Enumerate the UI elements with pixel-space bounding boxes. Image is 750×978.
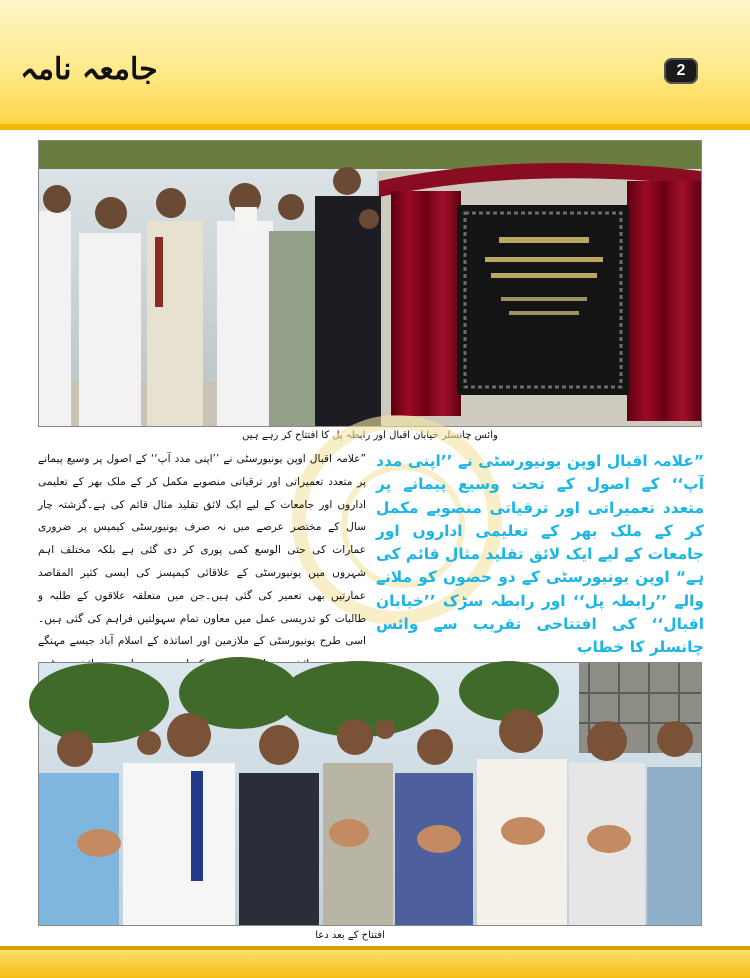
article-body: ”علامہ اقبال اوپن یونیورسٹی نے ’’اپنی مدد آپ‘‘ کے اصول پر وسیع پیمانے پر متعدد تعمیراتی اور ترقیاتی منصوبے مکمل کر کے ملک بھر کے تعلیمی اداروں اور جامعات کے لیے ایک لائق تقلید مثال قائم کی ہے۔گزشتہ چار سال کے مختصر عرصے میں نہ صرف یونیورسٹی کیمپس پر ضروری عمارات کی حتی الوسع کمی پوری کر دی گئی ہے بلکہ مختلف اہم شہروں میں یونیورسٹی کے علاقائی کیمپسز کی ایسی کثیر المقاصد عمارتیں بھی تعمیر کی گئی ہیں۔جن میں متعلقہ علاقوں کے طلبہ و طالبات کو تدریسی عمل میں معاون تمام سہولتیں فراہم کی گئی ہیں۔اسی طرح یونیورسٹی کے ملازمین اور اساتذہ کے اسلام آباد جیسے مہنگے: [38, 453, 366, 648]
pull-quote: ”علامہ اقبال اوپن یونیورسٹی نے ’’اپنی مدد آپ‘‘ کے اصول کے تحت وسیع پیمانے پر متعدد تعمیراتی اور ترقیاتی منصوبے مکمل کر کے ملک بھر کے تعلیمی اداروں اور جامعات کے لیے ایک لائق تقلید مثال قائم کی ہے“ اوپن یونیورسٹی کے دو حصوں کو ملانے والے ’’رابطہ پل‘‘ اور رابطہ سڑک ’’خیابان اقبال‘‘ کی افتتاحی تقریب سے وائس چانسلر کا خطاب: [376, 452, 704, 657]
top-photo-caption: وائس چانسلر خیابان اقبال اور رابطہ پل کا افتتاح کر رہے ہیں: [242, 430, 498, 441]
header-rule: [0, 124, 750, 130]
page-footer: [0, 946, 750, 978]
footer-rule: [0, 946, 750, 950]
masthead-logo: جامعہ نامہ: [20, 52, 158, 87]
prayer-photo: [38, 662, 702, 926]
prayer-photo-illustration: [39, 663, 701, 925]
bottom-photo-caption: افتتاح کے بعد دعا: [315, 930, 385, 941]
page-number-badge: 2: [664, 58, 698, 84]
inauguration-photo: [38, 140, 702, 427]
inauguration-photo-illustration: [39, 141, 701, 426]
